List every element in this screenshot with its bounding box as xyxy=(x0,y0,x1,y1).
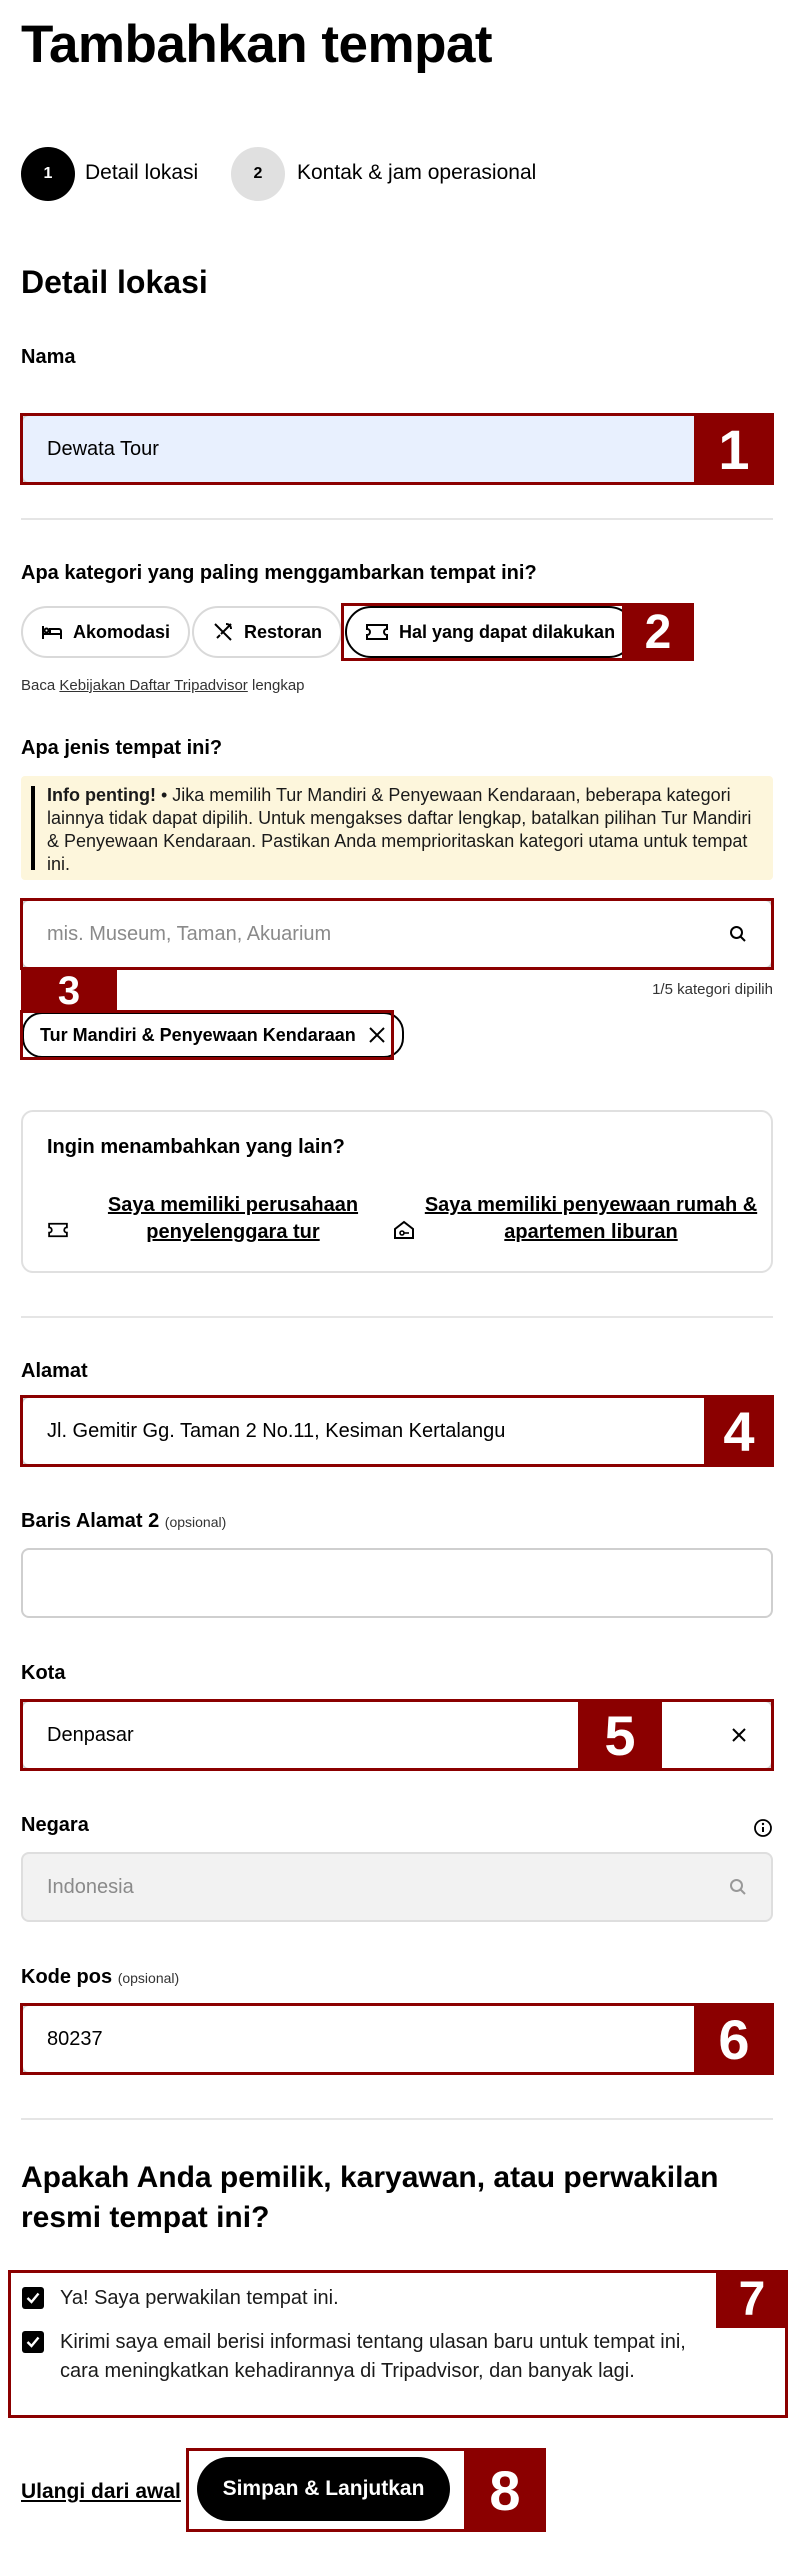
rental-link-line1: Saya memiliki penyewaan rumah & xyxy=(424,1194,758,1216)
info-box xyxy=(21,776,773,880)
utensils-icon xyxy=(212,621,234,643)
annotation-6-box xyxy=(20,2003,774,2075)
ticket-icon xyxy=(47,1222,69,1238)
owner-question-line2: resmi tempat ini? xyxy=(21,2201,270,2234)
postal-label xyxy=(21,1966,179,1989)
address-value: Jl. Gemitir Gg. Taman 2 No.11, Kesiman Kertalangu xyxy=(47,1419,506,1442)
representative-checkbox[interactable] xyxy=(22,2287,44,2309)
vacation-rental-link[interactable] xyxy=(421,1192,761,1246)
category-question: Apa kategori yang paling menggambarkan tempat ini? xyxy=(21,562,537,584)
divider xyxy=(21,2118,773,2120)
divider xyxy=(21,1316,773,1318)
address2-label xyxy=(21,1510,226,1533)
chip-akomodasi[interactable] xyxy=(21,606,190,658)
info-body: • Jika memilih Tur Mandiri & Penyewaan Kendaraan, beberapa kategori lainnya tidak dapat dipilih. Untuk mengakses daftar lengkap, batalkan pilihan Tur Mandiri & Penyewaan Kendaraan. Pastikan Anda memprioritaskan kategori utama untuk tempat ini. xyxy=(47,785,752,874)
annotation-5-badge: 5 xyxy=(578,1699,662,1771)
address2-optional: (opsional) xyxy=(164,1514,227,1530)
owner-question-line1: Apakah Anda pemilik, karyawan, atau perwakilan xyxy=(21,2161,719,2194)
tour-link-line1: Saya memiliki perusahaan xyxy=(107,1194,359,1216)
owner-question xyxy=(21,2158,773,2238)
annotation-8-badge: 8 xyxy=(464,2448,546,2532)
chip-restoran[interactable] xyxy=(192,606,342,658)
annotation-6-badge: 6 xyxy=(694,2003,774,2075)
policy-prefix: Baca xyxy=(21,677,56,694)
policy-note xyxy=(21,677,305,694)
annotation-1-badge: 1 xyxy=(694,413,774,485)
postal-value: 80237 xyxy=(47,2027,103,2050)
rental-link-line2: apartemen liburan xyxy=(504,1221,678,1243)
city-value: Denpasar xyxy=(47,1723,134,1746)
save-continue-button[interactable]: Simpan & Lanjutkan xyxy=(197,2457,450,2521)
name-label: Nama xyxy=(21,346,76,368)
country-label: Negara xyxy=(21,1814,89,1836)
country-input xyxy=(21,1852,773,1922)
email-optin-line2: cara meningkatkan kehadirannya di Tripadvisor, dan banyak lagi. xyxy=(60,2360,635,2382)
type-question: Apa jenis tempat ini? xyxy=(21,737,223,759)
chip-label: Akomodasi xyxy=(73,621,171,642)
type-search-placeholder: mis. Museum, Taman, Akuarium xyxy=(47,922,332,945)
representative-label: Ya! Saya perwakilan tempat ini. xyxy=(60,2287,339,2309)
city-label: Kota xyxy=(21,1662,66,1684)
info-text xyxy=(47,784,763,876)
tour-link-line2: penyelenggara tur xyxy=(146,1221,320,1243)
address2-label-text: Baris Alamat 2 xyxy=(21,1510,160,1532)
chip-label: Hal yang dapat dilakukan xyxy=(399,621,616,642)
info-icon[interactable] xyxy=(753,1818,773,1838)
annotation-3-tag-box xyxy=(20,1010,394,1060)
chip-label: Restoran xyxy=(244,621,323,642)
email-optin-checkbox[interactable] xyxy=(22,2331,44,2353)
name-input-value: Dewata Tour xyxy=(47,437,159,460)
step-1-label: Detail lokasi xyxy=(85,161,199,184)
selected-count: 1/5 kategori dipilih xyxy=(652,981,773,998)
policy-suffix: lengkap xyxy=(251,677,305,694)
add-more-title: Ingin menambahkan yang lain? xyxy=(47,1136,345,1158)
step-1-indicator: 1 xyxy=(21,147,75,201)
annotation-4-badge: 4 xyxy=(704,1395,774,1467)
section-heading: Detail lokasi xyxy=(21,264,208,300)
email-optin-label xyxy=(60,2328,686,2386)
annotation-4-box xyxy=(20,1395,774,1467)
info-bar xyxy=(31,786,35,870)
tour-operator-link[interactable] xyxy=(83,1192,383,1246)
house-key-icon xyxy=(393,1220,415,1240)
annotation-7-badge: 7 xyxy=(716,2270,788,2328)
postal-optional: (opsional) xyxy=(117,1970,180,1986)
policy-link[interactable]: Kebijakan Daftar Tripadvisor xyxy=(59,677,248,694)
divider xyxy=(21,518,773,520)
postal-label-text: Kode pos xyxy=(21,1966,113,1988)
country-value: Indonesia xyxy=(47,1875,134,1898)
search-icon xyxy=(729,1878,747,1896)
annotation-2-badge: 2 xyxy=(622,603,694,661)
info-bold: Info penting! xyxy=(47,785,156,805)
address-label: Alamat xyxy=(21,1360,88,1382)
address2-input[interactable] xyxy=(21,1548,773,1618)
reset-link[interactable]: Ulangi dari awal xyxy=(21,2480,181,2503)
step-2-label: Kontak & jam operasional xyxy=(297,161,537,184)
add-more-card xyxy=(21,1110,773,1273)
annotation-3-badge: 3 xyxy=(21,970,117,1012)
email-optin-line1: Kirimi saya email berisi informasi tentang ulasan baru untuk tempat ini, xyxy=(60,2331,686,2353)
bed-icon xyxy=(41,623,63,641)
annotation-3-box xyxy=(20,898,774,970)
annotation-1-box xyxy=(20,413,774,485)
step-2-indicator: 2 xyxy=(231,147,285,201)
page-title: Tambahkan tempat xyxy=(21,15,493,74)
selected-type-label: Tur Mandiri & Penyewaan Kendaraan xyxy=(40,1024,356,1045)
